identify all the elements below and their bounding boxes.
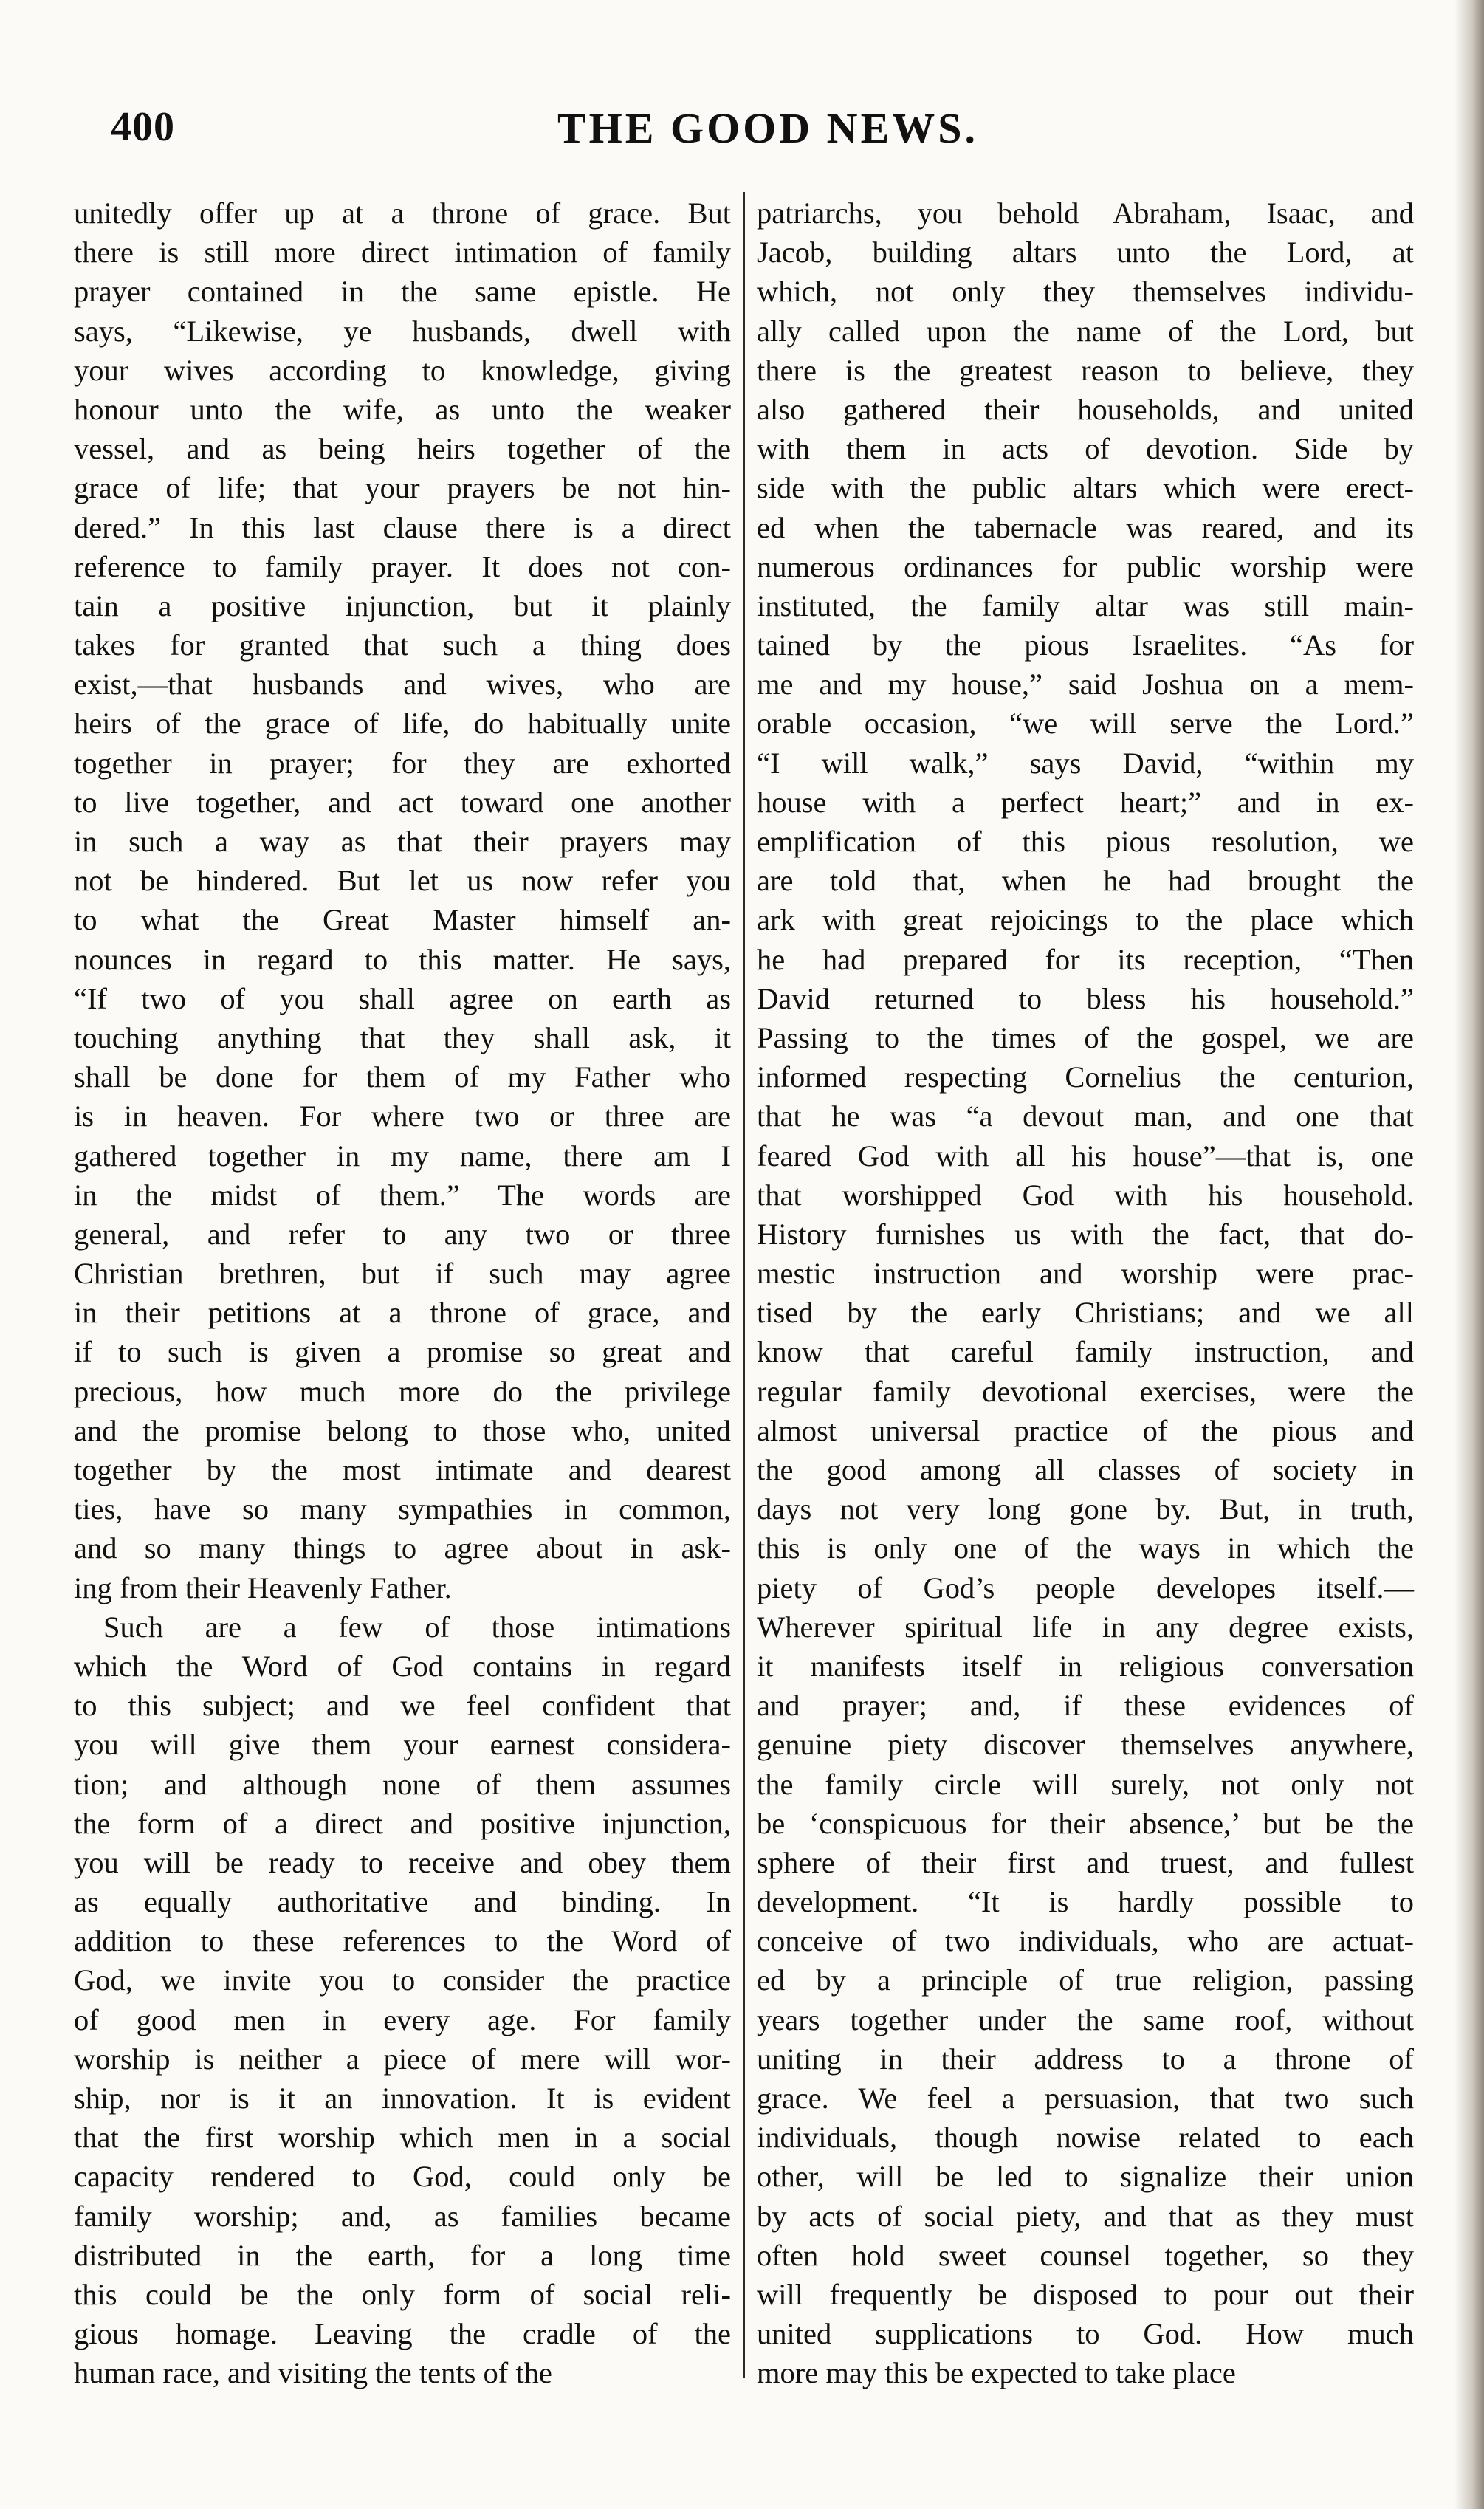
text-line: it manifests itself in religious conversation xyxy=(757,1649,1414,1683)
text-line: dered.” In this last clause there is a direct xyxy=(74,510,731,544)
text-line: house with a perfect heart;” and in ex- xyxy=(757,785,1414,819)
text-line: gathered together in my name, there am I xyxy=(74,1139,731,1173)
text-line: will frequently be disposed to pour out their xyxy=(757,2277,1414,2311)
text-line: numerous ordinances for public worship were xyxy=(757,549,1414,583)
text-line: and the promise belong to those who, united xyxy=(74,1413,731,1447)
text-line: as equally authoritative and binding. In xyxy=(74,1885,731,1919)
text-line: feared God with all his house”—that is, one xyxy=(757,1139,1414,1173)
text-line: development. “It is hardly possible to xyxy=(757,1885,1414,1919)
text-line: orable occasion, “we will serve the Lord.” xyxy=(757,707,1414,741)
text-line: regular family devotional exercises, were the xyxy=(757,1374,1414,1408)
text-line: there is still more direct intimation of family xyxy=(74,236,731,270)
text-line: to this subject; and we feel confident that xyxy=(74,1689,731,1723)
text-line: distributed in the earth, for a long time xyxy=(74,2238,731,2272)
text-line: the good among all classes of society in xyxy=(757,1453,1414,1486)
text-line: ark with great rejoicings to the place which xyxy=(757,903,1414,937)
text-line: emplification of this pious resolution, we xyxy=(757,825,1414,858)
text-line: you will give them your earnest considera- xyxy=(74,1728,731,1762)
text-line: genuine piety discover themselves anywhere, xyxy=(757,1728,1414,1762)
text-line: which the Word of God contains in regard xyxy=(74,1649,731,1683)
text-line: vessel, and as being heirs together of the xyxy=(74,432,731,466)
text-line: shall be done for them of my Father who xyxy=(74,1060,731,1094)
text-line: not be hindered. But let us now refer you xyxy=(74,864,731,898)
text-line: by acts of social piety, and that as they must xyxy=(757,2199,1414,2233)
text-line: the family circle will surely, not only not xyxy=(757,1767,1414,1801)
text-line: more may this be expected to take place xyxy=(757,2356,1236,2390)
text-line: uniting in their address to a throne of xyxy=(757,2042,1414,2076)
text-line: this could be the only form of social reli- xyxy=(74,2277,731,2311)
text-line: “I will walk,” says David, “within my xyxy=(757,746,1414,780)
right-column xyxy=(757,193,1414,2393)
text-line: Wherever spiritual life in any degree exists, xyxy=(757,1610,1414,1644)
text-line: exist,—that husbands and wives, who are xyxy=(74,667,731,701)
page-header xyxy=(74,103,1462,162)
text-line: also gathered their households, and united xyxy=(757,392,1414,426)
text-line: honour unto the wife, as unto the weaker xyxy=(74,392,731,426)
text-line: almost universal practice of the pious and xyxy=(757,1413,1414,1447)
text-line: family worship; and, as families became xyxy=(74,2199,731,2233)
text-line: touching anything that they shall ask, it xyxy=(74,1020,731,1054)
text-line: ties, have so many sympathies in common, xyxy=(74,1492,731,1526)
text-line: me and my house,” said Joshua on a mem- xyxy=(757,667,1414,701)
text-line: in the midst of them.” The words are xyxy=(74,1178,731,1212)
text-line: sphere of their first and truest, and fullest xyxy=(757,1845,1414,1879)
text-line: addition to these references to the Word of xyxy=(74,1924,731,1958)
text-line: in their petitions at a throne of grace, and xyxy=(74,1296,731,1330)
text-line: you will be ready to receive and obey them xyxy=(74,1845,731,1879)
text-line: Such are a few of those intimations xyxy=(103,1610,731,1644)
text-line: your wives according to knowledge, giving xyxy=(74,353,731,387)
column-divider xyxy=(743,192,745,2378)
text-line: ed by a principle of true religion, passing xyxy=(757,1963,1414,1997)
text-line: and prayer; and, if these evidences of xyxy=(757,1689,1414,1723)
text-line: he had prepared for its reception, “Then xyxy=(757,942,1414,976)
text-line: that he was “a devout man, and one that xyxy=(757,1099,1414,1133)
text-line: mestic instruction and worship were prac- xyxy=(757,1257,1414,1291)
left-column xyxy=(74,193,731,2393)
text-line: ing from their Heavenly Father. xyxy=(74,1571,452,1604)
text-line: says, “Likewise, ye husbands, dwell with xyxy=(74,314,731,348)
text-line: takes for granted that such a thing does xyxy=(74,628,731,662)
text-line: “If two of you shall agree on earth as xyxy=(74,981,731,1015)
text-line: Christian brethren, but if such may agree xyxy=(74,1257,731,1291)
text-line: unitedly offer up at a throne of grace. But xyxy=(74,196,731,230)
text-line: and so many things to agree about in ask- xyxy=(74,1531,731,1565)
text-line: united supplications to God. How much xyxy=(757,2317,1414,2351)
text-line: heirs of the grace of life, do habitually unite xyxy=(74,707,731,741)
text-line: tain a positive injunction, but it plainly xyxy=(74,588,731,622)
text-line: grace of life; that your prayers be not hin- xyxy=(74,471,731,505)
text-line: days not very long gone by. But, in truth, xyxy=(757,1492,1414,1526)
text-line: is in heaven. For where two or three are xyxy=(74,1099,731,1133)
text-line: History furnishes us with the fact, that do- xyxy=(757,1217,1414,1251)
page-number: 400 xyxy=(111,104,175,150)
text-line: of good men in every age. For family xyxy=(74,2002,731,2036)
text-line: capacity rendered to God, could only be xyxy=(74,2160,731,2194)
text-line: conceive of two individuals, who are actuat- xyxy=(757,1924,1414,1958)
text-line: worship is neither a piece of mere will wor- xyxy=(74,2042,731,2076)
text-line: prayer contained in the same epistle. He xyxy=(74,275,731,309)
text-line: individuals, though nowise related to each xyxy=(757,2121,1414,2155)
text-line: side with the public altars which were erect- xyxy=(757,471,1414,505)
text-line: precious, how much more do the privilege xyxy=(74,1374,731,1408)
text-line: be ‘conspicuous for their absence,’ but be the xyxy=(757,1806,1414,1840)
page-edge-shadow xyxy=(1454,0,1484,2509)
text-line: which, not only they themselves individu- xyxy=(757,275,1414,309)
text-line: that the first worship which men in a social xyxy=(74,2121,731,2155)
running-title: THE GOOD NEWS. xyxy=(557,104,979,152)
text-line: grace. We feel a persuasion, that two such xyxy=(757,2081,1414,2115)
text-line: God, we invite you to consider the practice xyxy=(74,1963,731,1997)
text-line: reference to family prayer. It does not con- xyxy=(74,549,731,583)
text-line: there is the greatest reason to believe, they xyxy=(757,353,1414,387)
text-line: together by the most intimate and dearest xyxy=(74,1453,731,1486)
text-line: other, will be led to signalize their union xyxy=(757,2160,1414,2194)
text-line: ship, nor is it an innovation. It is evident xyxy=(74,2081,731,2115)
text-line: tained by the pious Israelites. “As for xyxy=(757,628,1414,662)
text-line: David returned to bless his household.” xyxy=(757,981,1414,1015)
text-line: ed when the tabernacle was reared, and its xyxy=(757,510,1414,544)
text-line: gious homage. Leaving the cradle of the xyxy=(74,2317,731,2351)
text-line: together in prayer; for they are exhorted xyxy=(74,746,731,780)
text-line: informed respecting Cornelius the centurion, xyxy=(757,1060,1414,1094)
text-line: to what the Great Master himself an- xyxy=(74,903,731,937)
text-line: piety of God’s people developes itself.— xyxy=(757,1571,1414,1604)
text-line: if to such is given a promise so great and xyxy=(74,1335,731,1369)
text-line: Jacob, building altars unto the Lord, at xyxy=(757,236,1414,270)
text-line: often hold sweet counsel together, so they xyxy=(757,2238,1414,2272)
text-line: tised by the early Christians; and we all xyxy=(757,1296,1414,1330)
text-line: to live together, and act toward one another xyxy=(74,785,731,819)
text-line: ally called upon the name of the Lord, but xyxy=(757,314,1414,348)
text-line: patriarchs, you behold Abraham, Isaac, and xyxy=(757,196,1414,230)
text-line: this is only one of the ways in which the xyxy=(757,1531,1414,1565)
text-line: instituted, the family altar was still main- xyxy=(757,588,1414,622)
text-line: know that careful family instruction, and xyxy=(757,1335,1414,1369)
text-line: the form of a direct and positive injunction, xyxy=(74,1806,731,1840)
text-line: tion; and although none of them assumes xyxy=(74,1767,731,1801)
text-line: that worshipped God with his household. xyxy=(757,1178,1414,1212)
text-line: years together under the same roof, without xyxy=(757,2002,1414,2036)
text-line: nounces in regard to this matter. He says, xyxy=(74,942,731,976)
text-line: in such a way as that their prayers may xyxy=(74,825,731,858)
text-line: Passing to the times of the gospel, we are xyxy=(757,1020,1414,1054)
text-line: general, and refer to any two or three xyxy=(74,1217,731,1251)
text-line: with them in acts of devotion. Side by xyxy=(757,432,1414,466)
text-line: are told that, when he had brought the xyxy=(757,864,1414,898)
text-line: human race, and visiting the tents of the xyxy=(74,2356,552,2390)
